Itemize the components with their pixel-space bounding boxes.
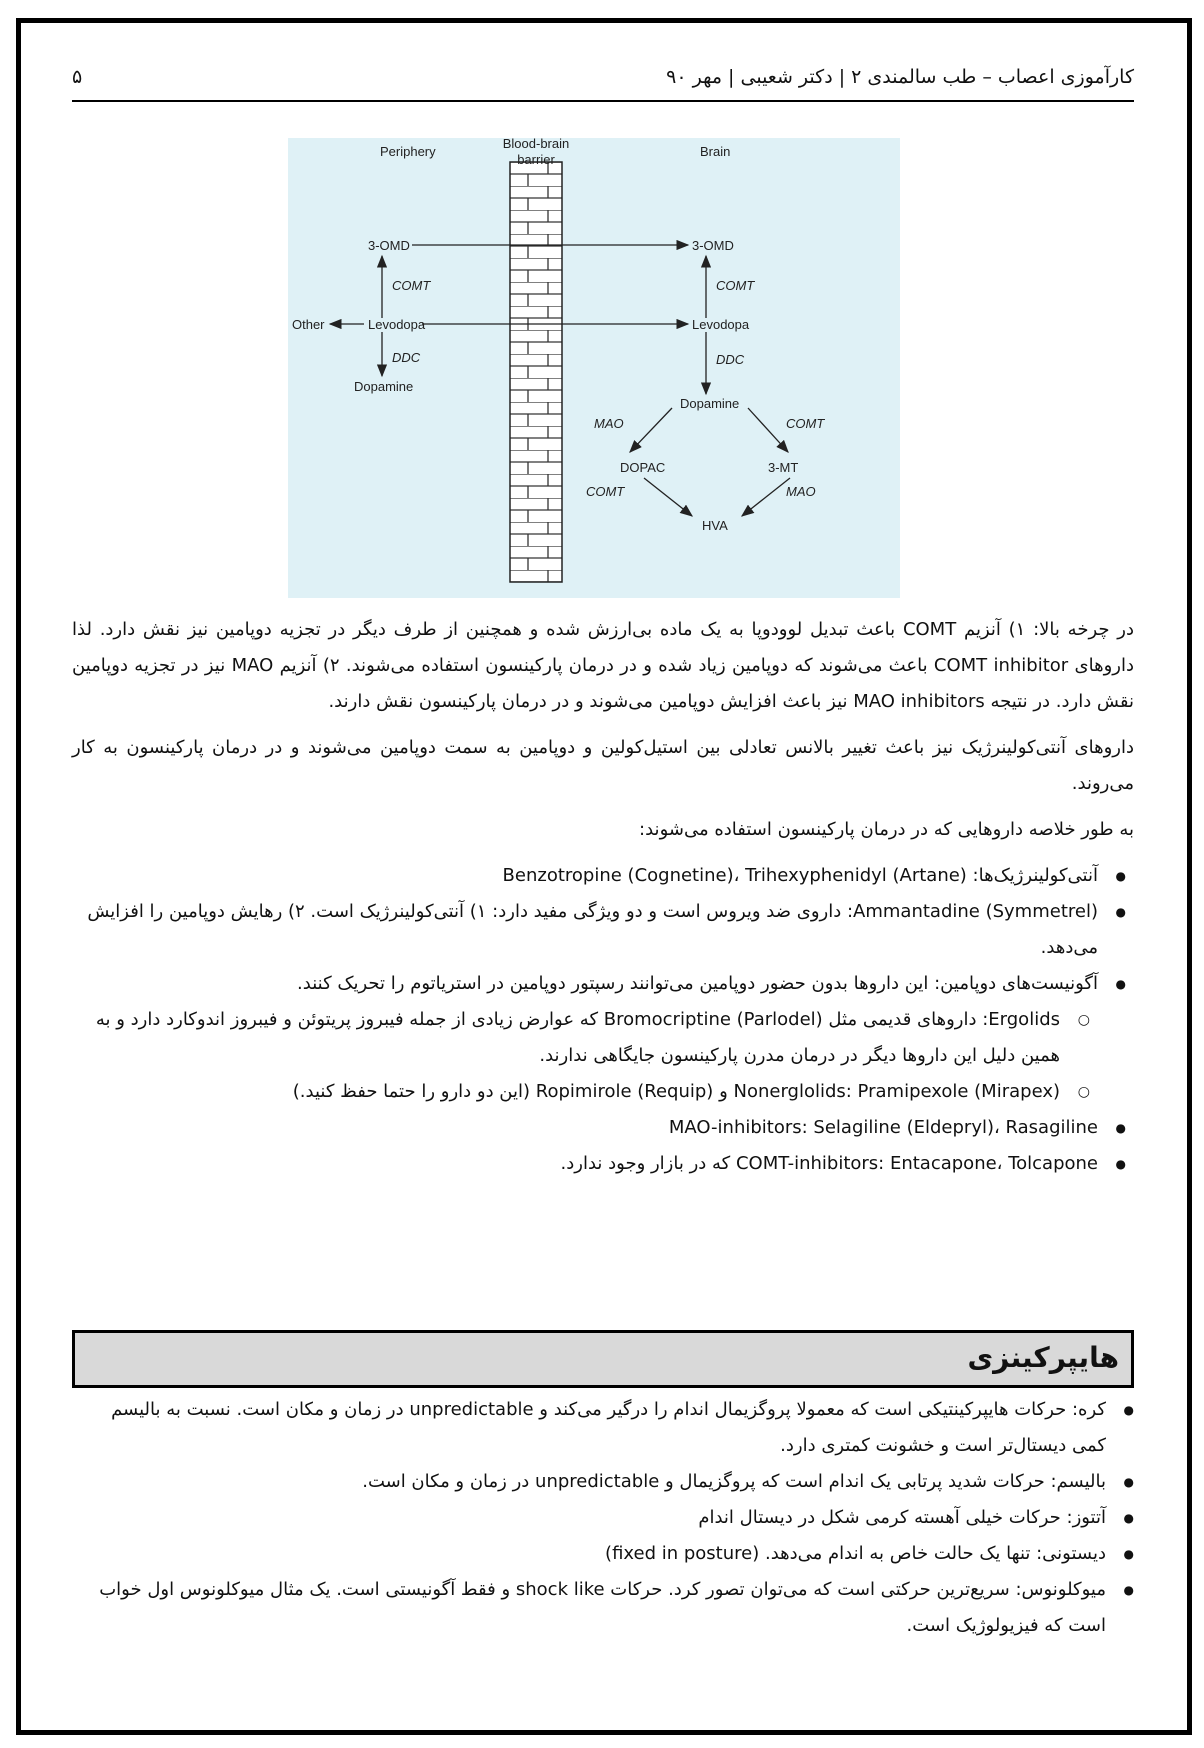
section-heading: هایپرکینزی (967, 1341, 1119, 1374)
svg-text:DOPAC: DOPAC (620, 460, 666, 475)
list-item: ● میوکلونوس: سریع‌ترین حرکتی است که می‌توان تصور کرد. حرکات shock like و فقط آگونیستی است. یک مثال میوکلونوس اول خواب است که فیزیولوژیک است. (72, 1572, 1134, 1644)
svg-text:COMT: COMT (716, 278, 755, 293)
svg-text:DDC: DDC (716, 352, 745, 367)
svg-text:3-MT: 3-MT (768, 460, 799, 475)
svg-text:COMT: COMT (586, 484, 625, 499)
svg-text:Brain: Brain (700, 144, 731, 159)
page-number: ۵ (72, 66, 83, 88)
header-title: کارآموزی اعصاب – طب سالمندی ۲ | دکتر شعیبی | مهر ۹۰ (666, 66, 1134, 88)
paragraph-anticholinergic: داروهای آنتی‌کولینرژیک نیز باعث تغییر بالانس تعادلی بین استیل‌کولین و دوپامین به سمت دوپامین می‌شوند و در درمان پارکینسون به کار می‌روند. (72, 737, 1134, 794)
list-item: ● آنتی‌کولینرژیک‌ها: Benzotropine (Cognetine)، Trihexyphenidyl (Artane) (72, 858, 1134, 894)
list-item: ● کره: حرکات هایپرکینتیکی است که معمولا پروگزیمال اندام را درگیر می‌کند و unpredictable در زمان و مکان است. نسبت به بالیسم کمی دیستال‌تر است و خشونت کمتری دارد. (72, 1392, 1134, 1464)
svg-text:HVA: HVA (702, 518, 728, 533)
diagram-svg (288, 138, 900, 598)
list-item: ● MAO-inhibitors: Selagiline (Eldepryl)، Rasagiline (72, 1110, 1134, 1146)
svg-text:3-OMD: 3-OMD (368, 238, 410, 253)
sub-list-item: ○ Nonerglolids: Pramipexole (Mirapex) و Ropimirole (Requip) (این دو دارو را حتما حفظ کنید.) (72, 1074, 1134, 1110)
hyperkinesia-list (72, 1392, 1134, 1644)
list-item: ● Ammantadine (Symmetrel): داروی ضد ویروس است و دو ویژگی مفید دارد: ۱) آنتی‌کولینرژیک است. ۲) رهایش دوپامین را افزایش می‌دهد. (72, 894, 1134, 966)
list-item: ● آگونیست‌های دوپامین: این داروها بدون حضور دوپامین می‌توانند رسپتور دوپامین در استریاتوم را تحریک کنند. (72, 966, 1134, 1002)
list-item: ● دیستونی: تنها یک حالت خاص به اندام می‌دهد. (fixed in posture) (72, 1536, 1134, 1572)
svg-text:Levodopa: Levodopa (692, 317, 750, 332)
levodopa-metabolism-diagram (288, 138, 900, 598)
svg-text:Other: Other (292, 317, 325, 332)
svg-text:COMT: COMT (392, 278, 431, 293)
paragraph-summary-intro: به طور خلاصه داروهایی که در درمان پارکینسون استفاده می‌شوند: (639, 819, 1134, 840)
drug-list (72, 858, 1134, 1182)
svg-text:Dopamine: Dopamine (680, 396, 740, 411)
body-text (72, 612, 1134, 1182)
svg-text:COMT: COMT (786, 416, 825, 431)
svg-text:Blood-brain: Blood-brain (502, 138, 570, 151)
svg-text:MAO: MAO (594, 416, 624, 431)
svg-text:Levodopa: Levodopa (368, 317, 426, 332)
periphery-label: Periphery (380, 144, 436, 159)
svg-text:MAO: MAO (786, 484, 816, 499)
svg-text:Dopamine: Dopamine (354, 379, 414, 394)
list-item: ● بالیسم: حرکات شدید پرتابی یک اندام است که پروگزیمال و unpredictable در زمان و مکان است. (72, 1464, 1134, 1500)
list-item: ● آتتوز: حرکات خیلی آهسته کرمی شکل در دیستال اندام (72, 1500, 1134, 1536)
svg-text:DDC: DDC (392, 350, 421, 365)
section-heading-box (72, 1330, 1134, 1388)
page-header (72, 60, 1134, 102)
hyperkinesia-text (72, 1392, 1134, 1644)
paragraph-comt-mao: در چرخه بالا: ۱) آنزیم COMT باعث تبدیل لوودوپا به یک ماده بی‌ارزش شده و همچنین از طرف دیگر در تجزیه دوپامین نیز نقش دارد. لذا داروهای COMT inhibitor باعث می‌شوند که دوپامین زیاد شده و در درمان پارکینسون استفاده می‌شوند. ۲) آنزیم MAO نیز در تجزیه دوپامین نقش دارد. در نتیجه MAO inhibitors نیز باعث افزایش دوپامین می‌شوند و در درمان پارکینسون نقش دارند. (72, 619, 1135, 712)
blood-brain-barrier-wall (510, 162, 562, 582)
svg-text:3-OMD: 3-OMD (692, 238, 734, 253)
svg-text:barrier: barrier (517, 152, 555, 167)
sub-list-item: ○ Ergolids: داروهای قدیمی مثل Bromocriptine (Parlodel) که عوارض زیادی از جمله فیبروز پریتوئن و فیبروز اندوکارد دارد و به همین دلیل این داروها دیگر در درمان مدرن پارکینسون جایگاهی ندارند. (72, 1002, 1134, 1074)
list-item: ● COMT-inhibitors: Entacapone، Tolcapone که در بازار وجود ندارد. (72, 1146, 1134, 1182)
